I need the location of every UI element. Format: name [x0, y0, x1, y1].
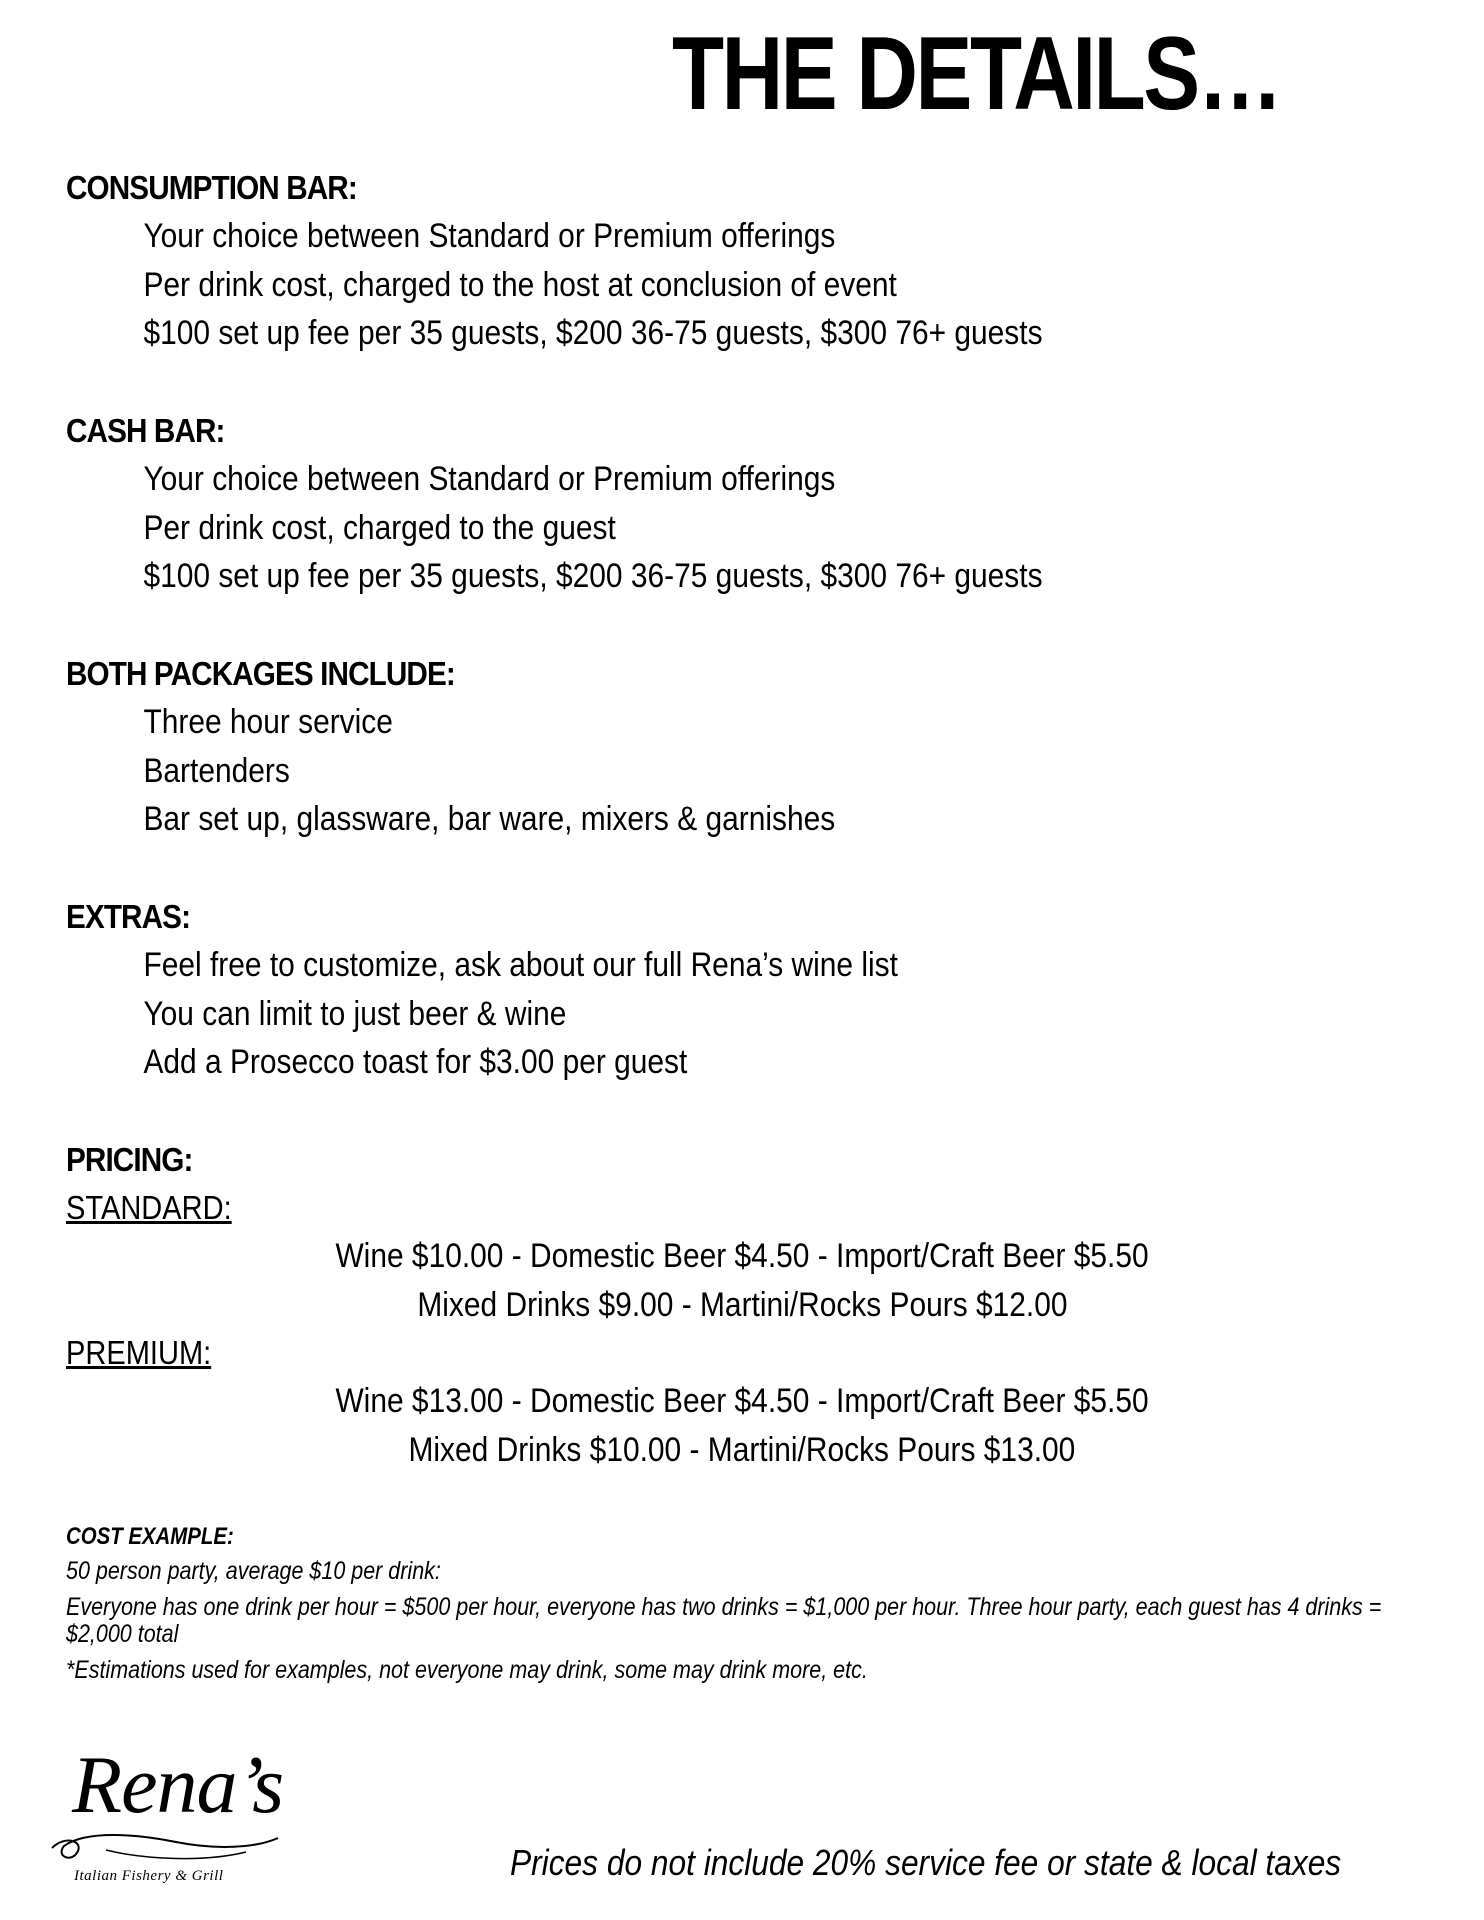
section-line: Bar set up, glassware, bar ware, mixers & garnishes [143, 800, 836, 838]
premium-label: PREMIUM: [66, 1334, 212, 1371]
cost-example-line: 50 person party, average $10 per drink: [66, 1557, 441, 1585]
cost-example-heading: COST EXAMPLE: [66, 1523, 234, 1550]
premium-price-line: Wine $13.00 - Domestic Beer $4.50 - Import/Craft Beer $5.50 [335, 1382, 1149, 1420]
renas-logo [46, 1738, 286, 1898]
section-line: $100 set up fee per 35 guests, $200 36-75 guests, $300 76+ guests [143, 314, 1043, 352]
pricing-heading: PRICING: [66, 1141, 193, 1178]
section-heading: CONSUMPTION BAR: [66, 169, 357, 206]
section-heading: BOTH PACKAGES INCLUDE: [66, 655, 455, 692]
cost-example-line: *Estimations used for examples, not everyone may drink, some may drink more, etc. [66, 1656, 868, 1684]
section-line: $100 set up fee per 35 guests, $200 36-75 guests, $300 76+ guests [143, 557, 1043, 595]
section-line: Per drink cost, charged to the host at conclusion of event [143, 265, 897, 304]
logo-tagline: Italian Fishery & Grill [74, 1868, 224, 1884]
section-line: Feel free to customize, ask about our full Rena’s wine list [143, 946, 898, 984]
standard-price-line: Mixed Drinks $9.00 - Martini/Rocks Pours $12.00 [416, 1285, 1068, 1324]
section-heading: CASH BAR: [66, 412, 225, 449]
section-pricing [66, 1136, 1426, 1474]
section-line: Add a Prosecco toast for $3.00 per guest [143, 1043, 688, 1081]
section-heading: EXTRAS: [66, 898, 191, 935]
section-line: Bartenders [143, 751, 290, 790]
section-consumption-bar [66, 164, 1426, 358]
section-line: Three hour service [143, 703, 393, 741]
section-both-packages [66, 650, 1426, 844]
footer-note: Prices do not include 20% service fee or state & local taxes [510, 1842, 1342, 1883]
cost-example-line: Everyone has one drink per hour = $500 per hour, everyone has two drinks = $1,000 per hour. Three hour party, each guest has 4 drinks = $2,000 total [66, 1593, 1382, 1648]
section-line: You can limit to just beer & wine [143, 994, 567, 1033]
page-title: THE DETAILS… [672, 16, 1281, 132]
section-cash-bar [66, 407, 1426, 601]
standard-price-line: Wine $10.00 - Domestic Beer $4.50 - Import/Craft Beer $5.50 [335, 1237, 1149, 1275]
section-cost-example [66, 1520, 1426, 1684]
section-extras [66, 893, 1426, 1087]
premium-price-line: Mixed Drinks $10.00 - Martini/Rocks Pours $13.00 [408, 1430, 1076, 1469]
section-line: Your choice between Standard or Premium offerings [143, 217, 836, 255]
section-line: Per drink cost, charged to the guest [143, 508, 616, 547]
section-line: Your choice between Standard or Premium offerings [143, 460, 836, 498]
logo-name: Rena’s [72, 1739, 284, 1830]
standard-label: STANDARD: [66, 1189, 232, 1226]
